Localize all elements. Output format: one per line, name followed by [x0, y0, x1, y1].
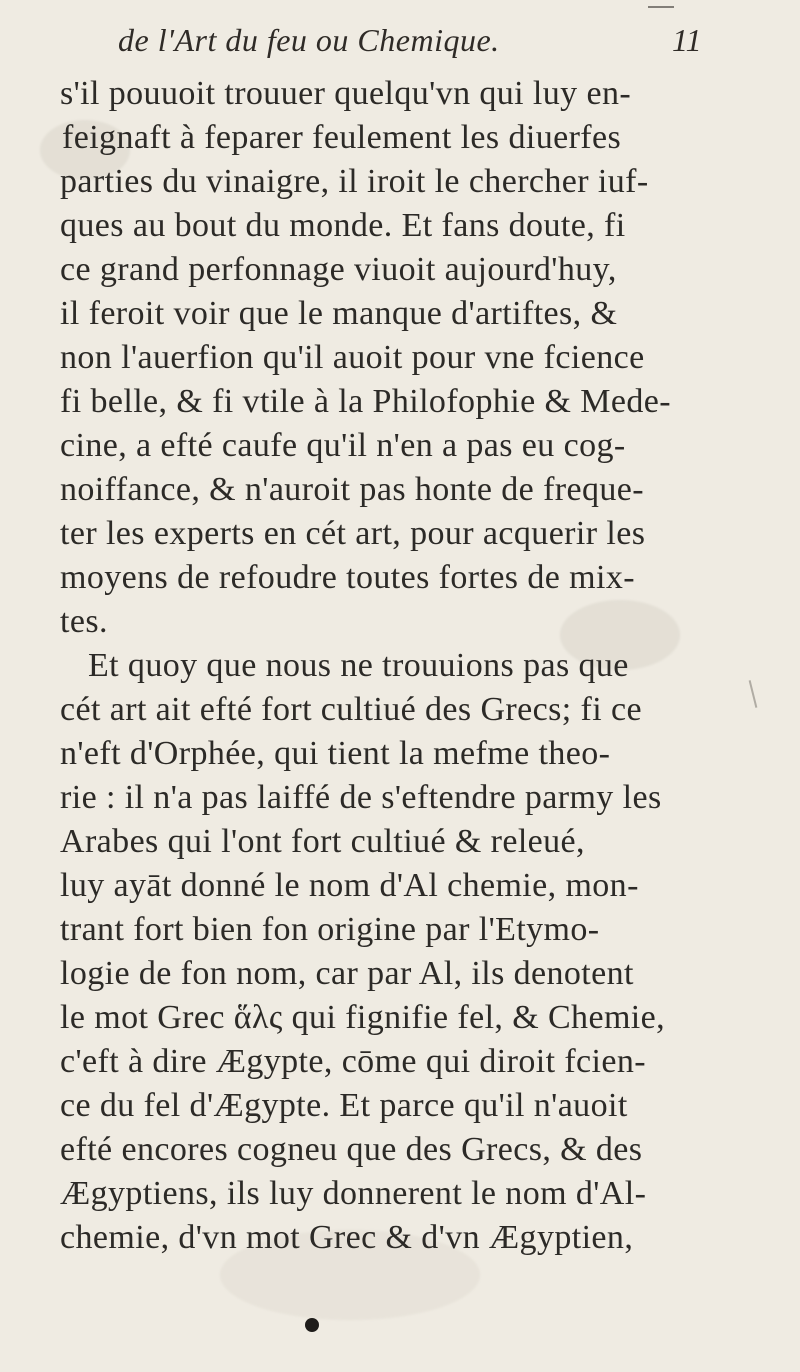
text-line: s'il pouuoit trouuer quelqu'vn qui luy en-	[60, 75, 632, 112]
text-line: feignaft à feparer feulement les diuerfes	[62, 119, 622, 156]
text-line: efté encores cogneu que des Grecs, & des	[60, 1131, 643, 1168]
text-line: n'eft d'Orphée, qui tient la mefme theo-	[60, 735, 611, 772]
ink-spot	[305, 1318, 319, 1332]
text-line: moyens de refoudre toutes fortes de mix-	[60, 559, 635, 596]
text-line: ter les experts en cét art, pour acquerir les	[60, 515, 646, 552]
text-line: Ægyptiens, ils luy donnerent le nom d'Al-	[60, 1175, 647, 1212]
text-line: luy ayāt donné le nom d'Al chemie, mon-	[60, 867, 639, 904]
text-line: noiffance, & n'auroit pas honte de freque-	[60, 471, 645, 508]
text-line: fi belle, & fi vtile à la Philofophie & Mede-	[60, 383, 671, 420]
text-line: parties du vinaigre, il iroit le chercher iuf-	[60, 163, 649, 200]
text-line: ques au bout du monde. Et fans doute, fi	[60, 207, 626, 244]
text-line: cine, a efté caufe qu'il n'en a pas eu cog-	[60, 427, 626, 464]
text-line: Et quoy que nous ne trouuions pas que	[88, 647, 629, 684]
text-line: ce du fel d'Ægypte. Et parce qu'il n'auoit	[60, 1087, 628, 1124]
text-line: trant fort bien fon origine par l'Etymo-	[60, 911, 600, 948]
text-line: le mot Grec ἅλς qui fignifie fel, & Chemie,	[60, 999, 666, 1036]
page-header	[0, 14, 800, 68]
text-line: tes.	[60, 603, 108, 640]
text-line: non l'auerfion qu'il auoit pour vne fcience	[60, 339, 645, 376]
printer-mark	[648, 6, 674, 8]
text-line: ce grand perfonnage viuoit aujourd'huy,	[60, 251, 617, 288]
text-line: chemie, d'vn mot Grec & d'vn Ægyptien,	[60, 1219, 634, 1256]
running-head: de l'Art du feu ou Chemique.	[118, 22, 500, 58]
text-line: il feroit voir que le manque d'artiftes, &	[60, 295, 618, 332]
text-line: c'eft à dire Ægypte, cōme qui diroit fcien-	[60, 1043, 647, 1080]
text-line: rie : il n'a pas laiffé de s'eftendre parmy les	[60, 779, 662, 816]
text-line: cét art ait efté fort cultiué des Grecs; fi ce	[60, 691, 642, 728]
body-text	[0, 70, 800, 1256]
page-number: 11	[672, 22, 702, 58]
text-line: logie de fon nom, car par Al, ils denotent	[60, 955, 634, 992]
text-line: Arabes qui l'ont fort cultiué & releué,	[60, 823, 585, 860]
